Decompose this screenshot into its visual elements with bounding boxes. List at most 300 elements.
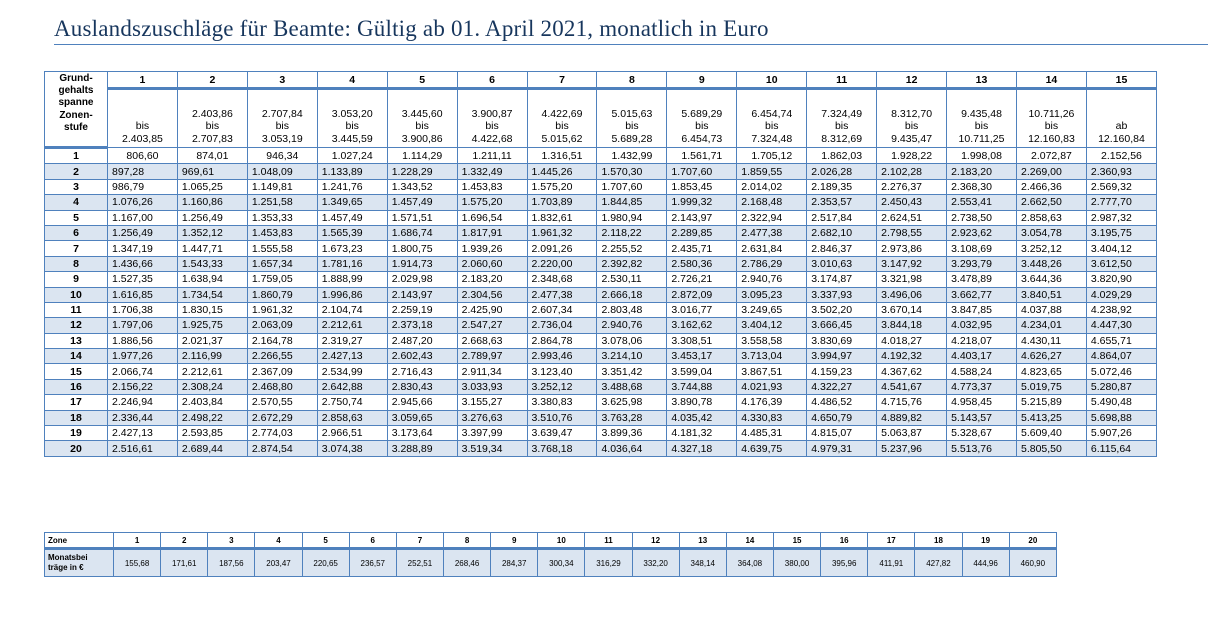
value-cell: 3.397,99 (457, 426, 527, 441)
table-row (45, 426, 1157, 441)
table-row (45, 272, 1157, 287)
value-cell: 1.860,79 (247, 287, 317, 302)
zone-number: 18 (915, 533, 962, 549)
salary-range-line: bis (625, 120, 639, 132)
value-cell: 2.183,20 (947, 164, 1017, 179)
table-row (45, 333, 1157, 348)
corner-line: spanne (58, 97, 94, 109)
value-cell: 1.638,94 (177, 272, 247, 287)
salary-range-line: 7.324,49 (821, 107, 863, 120)
value-cell: 1.961,32 (247, 302, 317, 317)
value-cell: 1.980,94 (597, 210, 667, 225)
value-cell: 5.063,87 (877, 426, 947, 441)
value-cell: 2.570,55 (247, 395, 317, 410)
table-row (45, 302, 1157, 317)
table-row (45, 256, 1157, 271)
zone-value: 171,61 (161, 549, 208, 577)
value-cell: 2.736,04 (527, 318, 597, 333)
value-cell: 3.768,18 (527, 441, 597, 456)
zone-value: 395,96 (821, 549, 868, 577)
value-cell: 4.485,31 (737, 426, 807, 441)
zone-level-cell: 16 (45, 379, 108, 394)
value-cell: 2.118,22 (597, 225, 667, 240)
zone-level-cell: 14 (45, 349, 108, 364)
value-cell: 1.353,33 (247, 210, 317, 225)
value-cell: 2.427,13 (108, 426, 178, 441)
salary-range-line: 2.707,83 (191, 132, 233, 145)
page-title: Auslandszuschläge für Beamte: Gültig ab 01. April 2021, monatlich in Euro (54, 16, 769, 41)
value-cell: 2.266,55 (247, 349, 317, 364)
value-cell: 2.940,76 (597, 318, 667, 333)
value-cell: 4.218,07 (947, 333, 1017, 348)
value-cell: 1.447,71 (177, 241, 247, 256)
value-cell: 4.588,24 (947, 364, 1017, 379)
salary-range-cell (1086, 89, 1156, 148)
value-cell: 1.706,38 (108, 302, 178, 317)
value-cell: 3.108,69 (947, 241, 1017, 256)
value-cell: 2.846,37 (807, 241, 877, 256)
value-cell: 2.534,99 (317, 364, 387, 379)
zone-number: 13 (679, 533, 726, 549)
value-cell: 1.781,16 (317, 256, 387, 271)
salary-range-line: bis (1044, 120, 1059, 132)
value-cell: 2.726,21 (667, 272, 737, 287)
value-cell: 2.276,37 (877, 179, 947, 194)
salary-range-line: 4.422,68 (471, 132, 513, 145)
zone-value: 284,37 (491, 549, 538, 577)
value-cell: 5.237,96 (877, 441, 947, 456)
value-cell: 2.450,43 (877, 195, 947, 210)
value-cell: 1.555,58 (247, 241, 317, 256)
value-cell: 3.847,85 (947, 302, 1017, 317)
salary-range-line: bis (695, 120, 709, 132)
table-row (45, 225, 1157, 240)
salary-range-line: 12.160,84 (1098, 132, 1145, 145)
value-cell: 2.864,78 (527, 333, 597, 348)
column-number: 9 (667, 72, 737, 89)
table-row (45, 349, 1157, 364)
value-cell: 4.823,65 (1016, 364, 1086, 379)
value-cell: 2.872,09 (667, 287, 737, 302)
value-cell: 2.750,74 (317, 395, 387, 410)
value-cell: 1.436,66 (108, 256, 178, 271)
value-cell: 2.259,19 (387, 302, 457, 317)
value-cell: 1.453,83 (457, 179, 527, 194)
value-cell: 1.211,11 (457, 148, 527, 164)
value-cell: 1.352,12 (177, 225, 247, 240)
value-cell: 1.657,34 (247, 256, 317, 271)
value-cell: 2.308,24 (177, 379, 247, 394)
salary-range-cell (177, 89, 247, 148)
value-cell: 3.147,92 (877, 256, 947, 271)
value-cell: 3.293,79 (947, 256, 1017, 271)
zone-number: 6 (349, 533, 396, 549)
value-cell: 2.304,56 (457, 287, 527, 302)
column-number: 10 (737, 72, 807, 89)
salary-range-cell (947, 89, 1017, 148)
value-cell: 3.830,69 (807, 333, 877, 348)
value-cell: 3.496,06 (877, 287, 947, 302)
salary-range-cell (737, 89, 807, 148)
value-cell: 1.114,29 (387, 148, 457, 164)
zone-number: 11 (585, 533, 632, 549)
zone-level-cell: 12 (45, 318, 108, 333)
zuschlag-table (44, 71, 1157, 457)
salary-range-line: bis (345, 120, 359, 132)
value-cell: 2.026,28 (807, 164, 877, 179)
value-cell: 1.571,51 (387, 210, 457, 225)
table-row (45, 395, 1157, 410)
table-row (45, 164, 1157, 179)
salary-range-line (1089, 108, 1154, 121)
salary-range-line: 3.445,59 (331, 132, 373, 145)
value-cell: 2.269,00 (1016, 164, 1086, 179)
value-cell: 3.404,12 (737, 318, 807, 333)
column-number: 1 (108, 72, 178, 89)
zone-value: 268,46 (443, 549, 490, 577)
column-number: 6 (457, 72, 527, 89)
value-cell: 1.734,54 (177, 287, 247, 302)
zone-number: 5 (302, 533, 349, 549)
value-cell: 3.644,36 (1016, 272, 1086, 287)
value-cell: 2.072,87 (1016, 148, 1086, 164)
zone-number: 9 (491, 533, 538, 549)
value-cell: 2.668,63 (457, 333, 527, 348)
value-cell: 2.858,63 (317, 410, 387, 425)
salary-range-cell (527, 89, 597, 148)
value-cell: 4.029,29 (1086, 287, 1156, 302)
value-cell: 1.453,83 (247, 225, 317, 240)
value-cell: 1.703,89 (527, 195, 597, 210)
value-cell: 1.457,49 (387, 195, 457, 210)
value-cell: 2.336,44 (108, 410, 178, 425)
value-cell: 2.104,74 (317, 302, 387, 317)
value-cell: 6.115,64 (1086, 441, 1156, 456)
value-cell: 1.251,58 (247, 195, 317, 210)
salary-range-line: 8.312,69 (821, 132, 863, 145)
zone-value: 444,96 (962, 549, 1009, 577)
salary-range-line: bis (765, 120, 779, 132)
value-cell: 3.123,40 (527, 364, 597, 379)
value-cell: 1.048,09 (247, 164, 317, 179)
value-cell: 2.547,27 (457, 318, 527, 333)
table-row (45, 379, 1157, 394)
value-cell: 2.168,48 (737, 195, 807, 210)
value-cell: 1.859,55 (737, 164, 807, 179)
salary-range-line: 4.422,69 (541, 107, 583, 120)
salary-range-line: bis (415, 120, 429, 132)
salary-range-line: 10.711,26 (1028, 107, 1075, 120)
value-cell: 3.670,14 (877, 302, 947, 317)
value-cell: 1.457,49 (317, 210, 387, 225)
value-cell: 4.159,23 (807, 364, 877, 379)
value-cell: 4.037,88 (1016, 302, 1086, 317)
value-cell: 1.343,52 (387, 179, 457, 194)
value-cell: 2.689,44 (177, 441, 247, 456)
value-cell: 2.858,63 (1016, 210, 1086, 225)
value-cell: 2.367,09 (247, 364, 317, 379)
value-cell: 4.176,39 (737, 395, 807, 410)
value-cell: 3.078,06 (597, 333, 667, 348)
zone-number: 16 (821, 533, 868, 549)
value-cell: 1.575,20 (457, 195, 527, 210)
value-cell: 4.715,76 (877, 395, 947, 410)
table-row (45, 364, 1157, 379)
value-cell: 3.214,10 (597, 349, 667, 364)
value-cell: 4.447,30 (1086, 318, 1156, 333)
value-cell: 2.060,60 (457, 256, 527, 271)
salary-range-line: bis (205, 120, 220, 132)
table-row (45, 410, 1157, 425)
column-number: 5 (387, 72, 457, 89)
value-cell: 2.662,50 (1016, 195, 1086, 210)
value-cell: 2.607,34 (527, 302, 597, 317)
salary-range-cell (667, 89, 737, 148)
salary-range-line: bis (834, 120, 849, 132)
value-cell: 2.289,85 (667, 225, 737, 240)
column-number: 3 (247, 72, 317, 89)
value-cell: 3.016,77 (667, 302, 737, 317)
salary-range-line: 5.689,29 (681, 107, 723, 120)
value-cell: 4.773,37 (947, 379, 1017, 394)
value-cell: 2.874,54 (247, 441, 317, 456)
value-cell: 3.308,51 (667, 333, 737, 348)
value-cell: 3.448,26 (1016, 256, 1086, 271)
table-row (45, 241, 1157, 256)
value-cell: 2.156,22 (108, 379, 178, 394)
value-cell: 2.435,71 (667, 241, 737, 256)
salary-range-line: 3.900,86 (401, 132, 443, 145)
salary-range-line: ab (1115, 120, 1128, 132)
value-cell: 969,61 (177, 164, 247, 179)
value-cell: 3.195,75 (1086, 225, 1156, 240)
value-cell: 2.624,51 (877, 210, 947, 225)
value-cell: 2.774,03 (247, 426, 317, 441)
value-cell: 2.353,57 (807, 195, 877, 210)
value-cell: 2.672,29 (247, 410, 317, 425)
salary-range-line (110, 108, 175, 121)
value-cell: 5.805,50 (1016, 441, 1086, 456)
value-cell: 3.502,20 (807, 302, 877, 317)
zone-value: 348,14 (679, 549, 726, 577)
value-cell: 1.686,74 (387, 225, 457, 240)
value-cell: 2.348,68 (527, 272, 597, 287)
value-cell: 3.252,12 (527, 379, 597, 394)
zone-number: 3 (208, 533, 255, 549)
value-cell: 1.844,85 (597, 195, 667, 210)
value-cell: 4.367,62 (877, 364, 947, 379)
value-cell: 3.453,17 (667, 349, 737, 364)
value-cell: 2.803,48 (597, 302, 667, 317)
salary-range-line: 9.435,47 (891, 132, 933, 145)
column-number: 13 (947, 72, 1017, 89)
value-cell: 3.519,34 (457, 441, 527, 456)
value-cell: 2.966,51 (317, 426, 387, 441)
zone-number: 17 (868, 533, 915, 549)
value-cell: 1.616,85 (108, 287, 178, 302)
zone-value-label-line: träge in € (48, 563, 84, 572)
corner-line: gehalts (58, 85, 94, 97)
zone-number: 7 (396, 533, 443, 549)
value-cell: 3.155,27 (457, 395, 527, 410)
zone-value-label (45, 549, 114, 577)
value-cell: 806,60 (108, 148, 178, 164)
value-cell: 3.666,45 (807, 318, 877, 333)
value-cell: 4.021,93 (737, 379, 807, 394)
salary-range-row (45, 89, 1157, 148)
value-cell: 3.994,97 (807, 349, 877, 364)
value-cell: 4.192,32 (877, 349, 947, 364)
value-cell: 3.276,63 (457, 410, 527, 425)
value-cell: 4.626,27 (1016, 349, 1086, 364)
value-cell: 3.558,58 (737, 333, 807, 348)
corner-header (45, 72, 108, 148)
value-cell: 2.183,20 (457, 272, 527, 287)
value-cell: 2.102,28 (877, 164, 947, 179)
value-cell: 2.246,94 (108, 395, 178, 410)
value-cell: 4.327,18 (667, 441, 737, 456)
value-cell: 1.347,19 (108, 241, 178, 256)
value-cell: 2.220,00 (527, 256, 597, 271)
salary-range-line: 5.015,62 (541, 132, 583, 145)
salary-range-line: 3.445,60 (401, 107, 443, 120)
value-cell: 3.095,23 (737, 287, 807, 302)
value-cell: 1.561,71 (667, 148, 737, 164)
salary-range-line: 9.435,48 (961, 107, 1002, 120)
value-cell: 3.488,68 (597, 379, 667, 394)
salary-range-line: 6.454,74 (751, 107, 793, 120)
value-cell: 2.777,70 (1086, 195, 1156, 210)
salary-range-line: 10.711,25 (958, 132, 1005, 145)
corner-line: stufe (64, 121, 88, 133)
table-row (45, 195, 1157, 210)
value-cell: 4.979,31 (807, 441, 877, 456)
value-cell: 1.575,20 (527, 179, 597, 194)
zone-level-cell: 9 (45, 272, 108, 287)
zone-number: 12 (632, 533, 679, 549)
column-number: 7 (527, 72, 597, 89)
value-cell: 1.027,24 (317, 148, 387, 164)
value-cell: 1.996,86 (317, 287, 387, 302)
salary-range-line: 5.015,63 (611, 107, 653, 120)
salary-range-line: bis (974, 120, 989, 132)
value-cell: 1.316,51 (527, 148, 597, 164)
corner-line: Zonen- (59, 109, 93, 121)
salary-range-cell (108, 89, 178, 148)
value-cell: 1.705,12 (737, 148, 807, 164)
value-cell: 1.256,49 (108, 225, 178, 240)
value-cell: 3.252,12 (1016, 241, 1086, 256)
value-cell: 3.867,51 (737, 364, 807, 379)
value-cell: 897,28 (108, 164, 178, 179)
zone-level-cell: 3 (45, 179, 108, 194)
value-cell: 2.116,99 (177, 349, 247, 364)
value-cell: 1.939,26 (457, 241, 527, 256)
value-cell: 2.631,84 (737, 241, 807, 256)
zone-number: 20 (1009, 533, 1056, 549)
zone-level-cell: 20 (45, 441, 108, 456)
value-cell: 2.911,34 (457, 364, 527, 379)
value-cell: 3.010,63 (807, 256, 877, 271)
value-cell: 5.215,89 (1016, 395, 1086, 410)
salary-range-line: bis (485, 120, 499, 132)
value-cell: 1.241,76 (317, 179, 387, 194)
value-cell: 3.174,87 (807, 272, 877, 287)
value-cell: 2.014,02 (737, 179, 807, 194)
value-cell: 2.642,88 (317, 379, 387, 394)
value-cell: 1.888,99 (317, 272, 387, 287)
value-cell: 3.713,04 (737, 349, 807, 364)
value-cell: 2.368,30 (947, 179, 1017, 194)
table-body (45, 148, 1157, 457)
value-cell: 3.890,78 (667, 395, 737, 410)
value-cell: 1.696,54 (457, 210, 527, 225)
zone-level-cell: 5 (45, 210, 108, 225)
salary-range-line: 2.403,86 (191, 107, 233, 120)
value-cell: 1.707,60 (667, 164, 737, 179)
value-cell: 4.018,27 (877, 333, 947, 348)
column-number: 15 (1086, 72, 1156, 89)
zone-value: 300,34 (538, 549, 585, 577)
value-cell: 3.763,28 (597, 410, 667, 425)
salary-range-line: 3.900,87 (471, 107, 513, 120)
value-cell: 3.510,76 (527, 410, 597, 425)
salary-range-cell (807, 89, 877, 148)
zone-number: 10 (538, 533, 585, 549)
value-cell: 2.212,61 (317, 318, 387, 333)
salary-range-cell (457, 89, 527, 148)
value-cell: 3.321,98 (877, 272, 947, 287)
value-cell: 2.466,36 (1016, 179, 1086, 194)
value-cell: 4.541,67 (877, 379, 947, 394)
value-cell: 2.498,22 (177, 410, 247, 425)
value-cell: 4.181,32 (667, 426, 737, 441)
value-cell: 3.074,38 (317, 441, 387, 456)
value-cell: 1.759,05 (247, 272, 317, 287)
zone-value: 155,68 (114, 549, 161, 577)
value-cell: 4.958,45 (947, 395, 1017, 410)
value-cell: 5.609,40 (1016, 426, 1086, 441)
value-cell: 2.392,82 (597, 256, 667, 271)
value-cell: 3.840,51 (1016, 287, 1086, 302)
value-cell: 2.945,66 (387, 395, 457, 410)
value-cell: 3.899,36 (597, 426, 667, 441)
value-cell: 4.330,83 (737, 410, 807, 425)
value-cell: 4.035,42 (667, 410, 737, 425)
value-cell: 1.928,22 (877, 148, 947, 164)
salary-range-line: 3.053,20 (331, 107, 373, 120)
zone-value: 187,56 (208, 549, 255, 577)
value-cell: 1.817,91 (457, 225, 527, 240)
value-cell: 2.516,61 (108, 441, 178, 456)
zone-value: 252,51 (396, 549, 443, 577)
salary-range-line: 3.053,19 (261, 132, 303, 145)
value-cell: 5.513,76 (947, 441, 1017, 456)
value-cell: 3.380,83 (527, 395, 597, 410)
value-cell: 2.468,80 (247, 379, 317, 394)
value-cell: 5.019,75 (1016, 379, 1086, 394)
value-cell: 1.977,26 (108, 349, 178, 364)
value-cell: 4.322,27 (807, 379, 877, 394)
value-cell: 4.650,79 (807, 410, 877, 425)
value-cell: 1.797,06 (108, 318, 178, 333)
value-cell: 2.666,18 (597, 287, 667, 302)
zone-value: 364,08 (726, 549, 773, 577)
value-cell: 3.844,18 (877, 318, 947, 333)
zone-level-cell: 2 (45, 164, 108, 179)
zone-level-cell: 10 (45, 287, 108, 302)
value-cell: 1.432,99 (597, 148, 667, 164)
